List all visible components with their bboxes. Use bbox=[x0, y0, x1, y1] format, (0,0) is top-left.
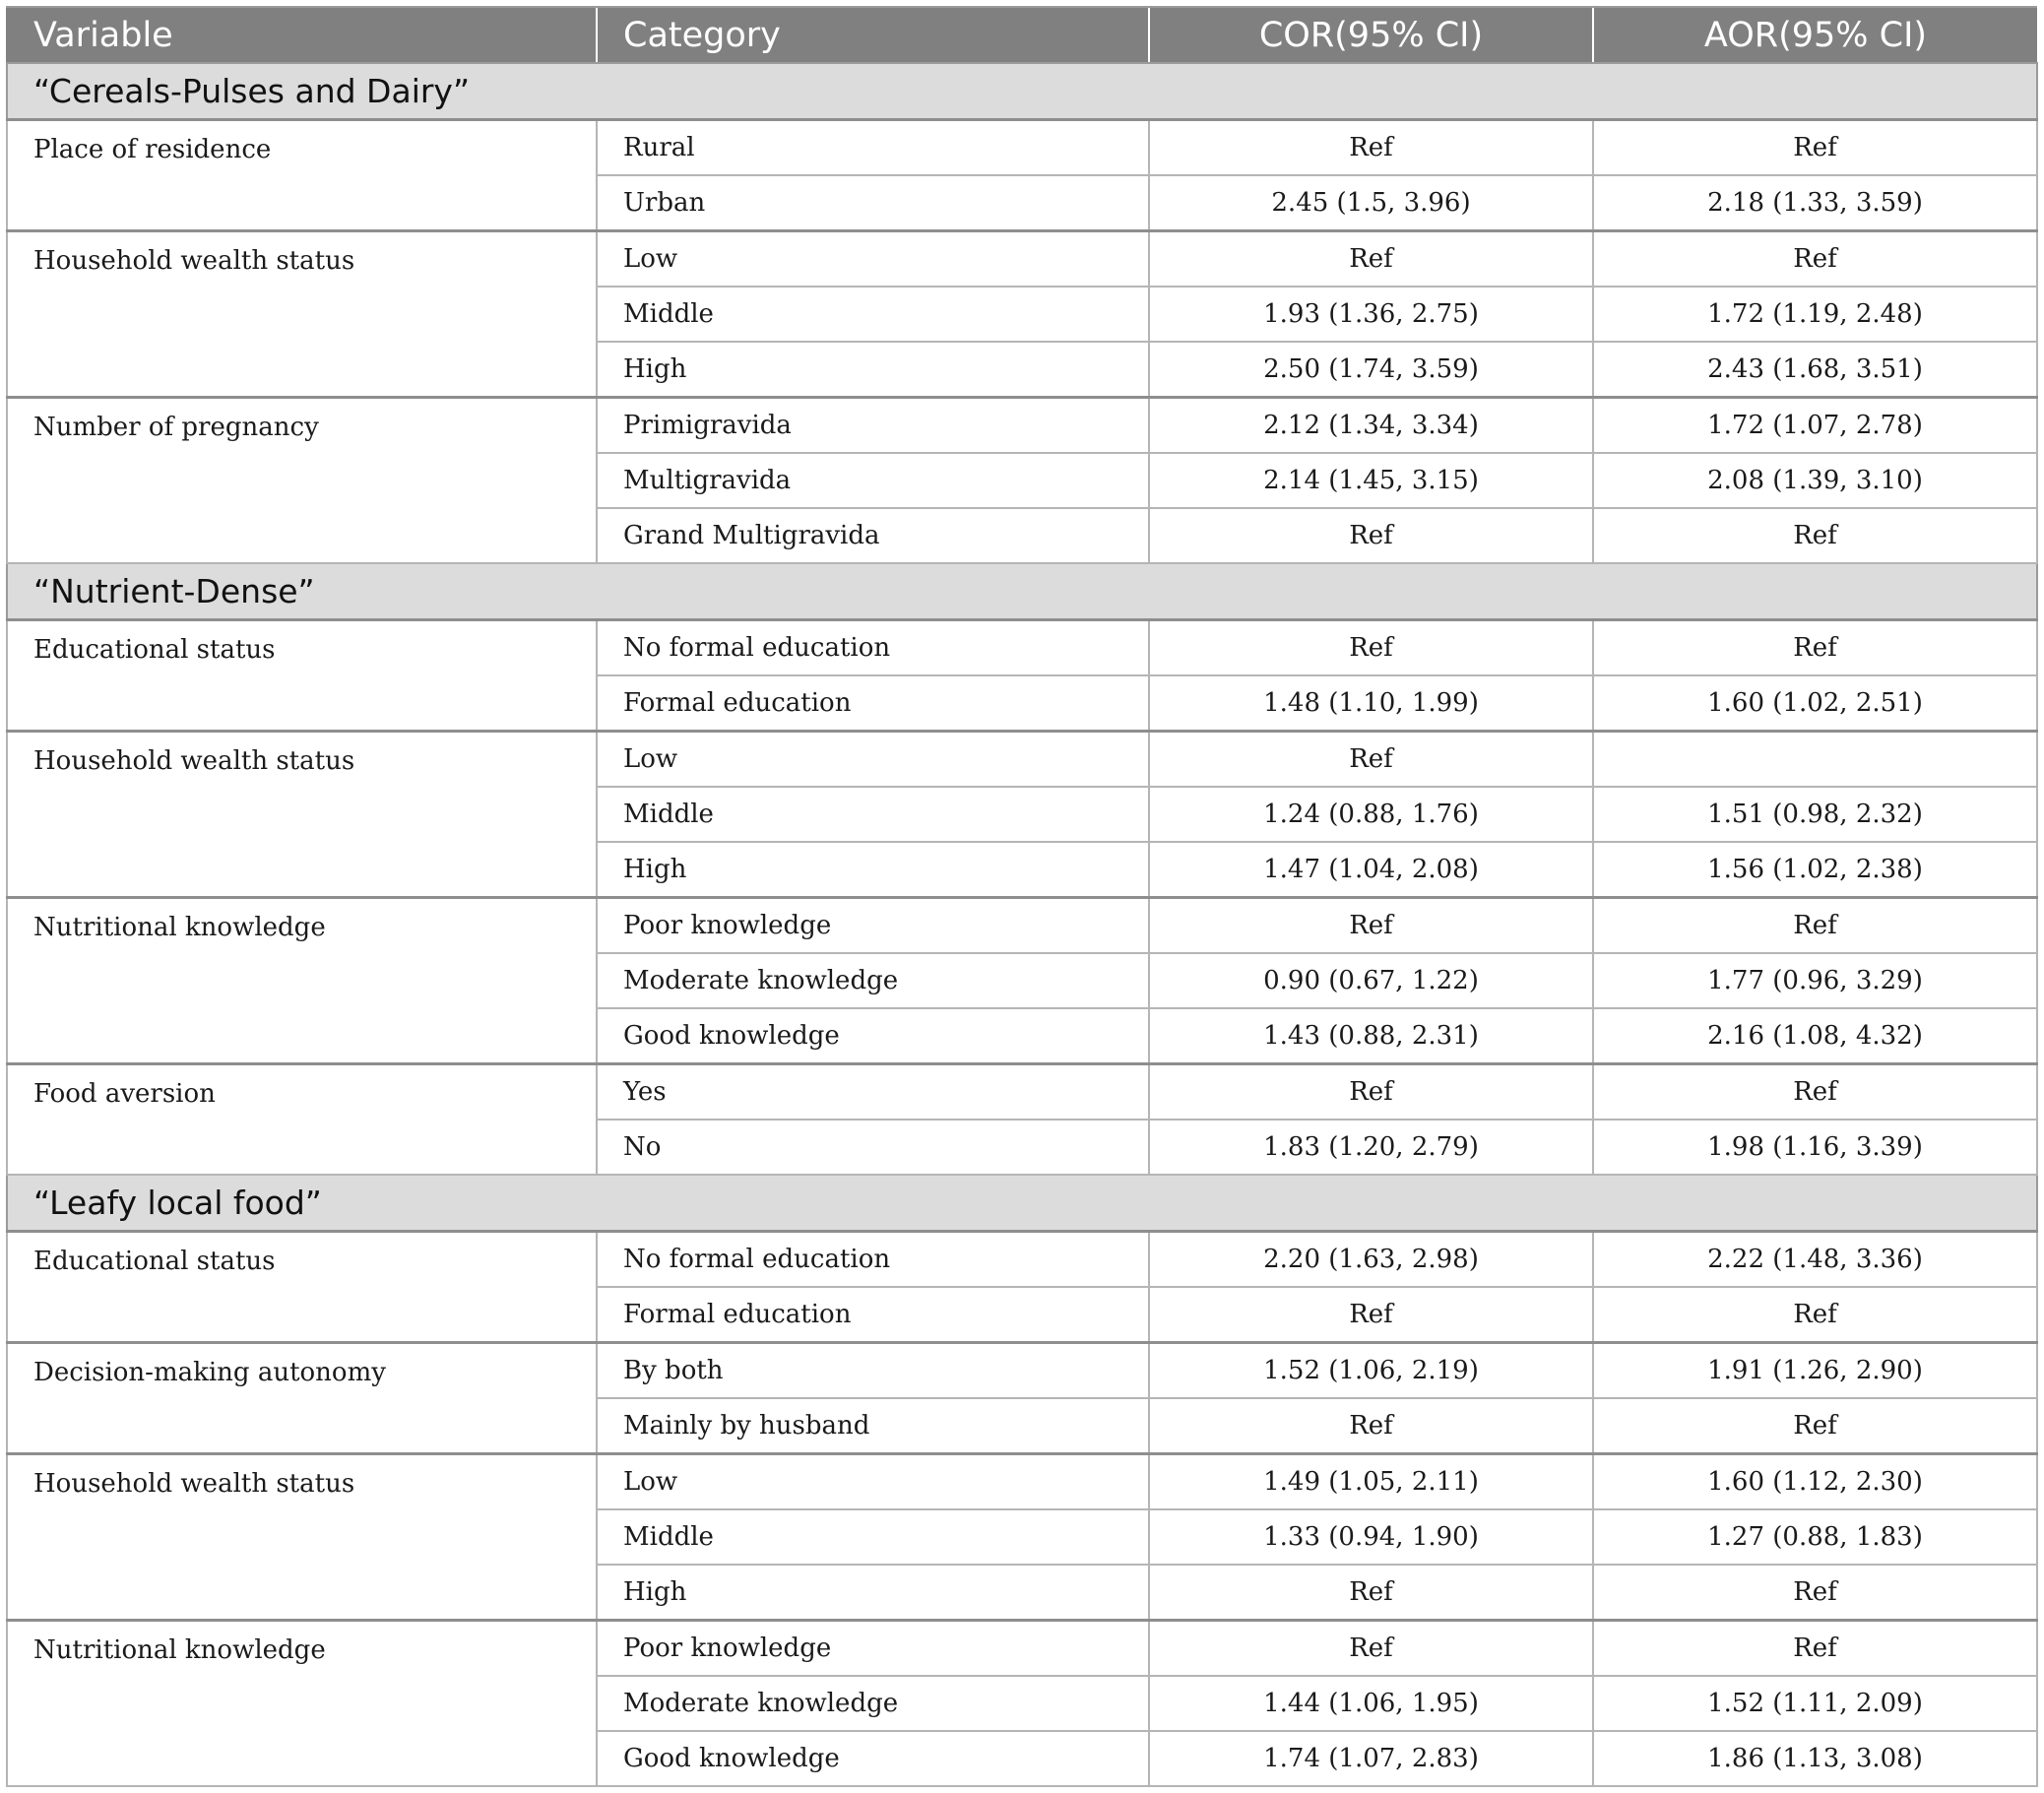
section-title: “Nutrient-Dense” bbox=[7, 563, 2037, 620]
aor-cell: 1.72 (1.07, 2.78) bbox=[1593, 398, 2037, 454]
aor-cell: Ref bbox=[1593, 1621, 2037, 1677]
section-row bbox=[7, 563, 2037, 620]
category-cell: No formal education bbox=[597, 620, 1149, 676]
category-cell: High bbox=[597, 1565, 1149, 1621]
aor-cell: 2.22 (1.48, 3.36) bbox=[1593, 1232, 2037, 1288]
variable-cell: Nutritional knowledge bbox=[7, 1621, 597, 1787]
cor-cell: 1.43 (0.88, 2.31) bbox=[1149, 1008, 1593, 1064]
table-row bbox=[7, 732, 2037, 788]
category-cell: Mainly by husband bbox=[597, 1398, 1149, 1454]
aor-cell: Ref bbox=[1593, 620, 2037, 676]
aor-cell: 2.16 (1.08, 4.32) bbox=[1593, 1008, 2037, 1064]
aor-cell: 1.77 (0.96, 3.29) bbox=[1593, 953, 2037, 1008]
category-cell: Multigravida bbox=[597, 453, 1149, 508]
header-cor: COR(95% CI) bbox=[1149, 7, 1593, 63]
header-category: Category bbox=[597, 7, 1149, 63]
variable-cell: Number of pregnancy bbox=[7, 398, 597, 564]
variable-cell: Household wealth status bbox=[7, 1454, 597, 1621]
variable-cell: Household wealth status bbox=[7, 732, 597, 898]
cor-cell: Ref bbox=[1149, 620, 1593, 676]
table-row bbox=[7, 1343, 2037, 1399]
variable-cell: Household wealth status bbox=[7, 231, 597, 398]
table-row bbox=[7, 398, 2037, 454]
cor-cell: 1.83 (1.20, 2.79) bbox=[1149, 1120, 1593, 1175]
variable-cell: Nutritional knowledge bbox=[7, 898, 597, 1064]
table-row bbox=[7, 1621, 2037, 1677]
category-cell: Low bbox=[597, 732, 1149, 788]
aor-cell: Ref bbox=[1593, 508, 2037, 563]
cor-cell: 0.90 (0.67, 1.22) bbox=[1149, 953, 1593, 1008]
category-cell: No bbox=[597, 1120, 1149, 1175]
category-cell: Poor knowledge bbox=[597, 898, 1149, 954]
section-row bbox=[7, 63, 2037, 120]
aor-cell: Ref bbox=[1593, 1064, 2037, 1121]
aor-cell: 1.56 (1.02, 2.38) bbox=[1593, 842, 2037, 898]
category-cell: Grand Multigravida bbox=[597, 508, 1149, 563]
aor-cell: Ref bbox=[1593, 898, 2037, 954]
variable-cell: Decision-making autonomy bbox=[7, 1343, 597, 1454]
cor-cell: 1.44 (1.06, 1.95) bbox=[1149, 1676, 1593, 1731]
category-cell: Formal education bbox=[597, 675, 1149, 732]
table-header bbox=[7, 7, 2037, 63]
category-cell: No formal education bbox=[597, 1232, 1149, 1288]
table-row bbox=[7, 1064, 2037, 1121]
variable-cell: Food aversion bbox=[7, 1064, 597, 1176]
aor-cell: 1.98 (1.16, 3.39) bbox=[1593, 1120, 2037, 1175]
category-cell: Formal education bbox=[597, 1287, 1149, 1343]
category-cell: By both bbox=[597, 1343, 1149, 1399]
category-cell: Good knowledge bbox=[597, 1731, 1149, 1786]
cor-cell: Ref bbox=[1149, 1064, 1593, 1121]
header-variable: Variable bbox=[7, 7, 597, 63]
cor-cell: Ref bbox=[1149, 1398, 1593, 1454]
results-table-container bbox=[6, 6, 2036, 1787]
category-cell: Middle bbox=[597, 1509, 1149, 1565]
cor-cell: 1.49 (1.05, 2.11) bbox=[1149, 1454, 1593, 1510]
cor-cell: 2.14 (1.45, 3.15) bbox=[1149, 453, 1593, 508]
cor-cell: 1.48 (1.10, 1.99) bbox=[1149, 675, 1593, 732]
aor-cell: 1.27 (0.88, 1.83) bbox=[1593, 1509, 2037, 1565]
category-cell: Good knowledge bbox=[597, 1008, 1149, 1064]
category-cell: Rural bbox=[597, 120, 1149, 176]
header-aor: AOR(95% CI) bbox=[1593, 7, 2037, 63]
category-cell: High bbox=[597, 842, 1149, 898]
aor-cell: Ref bbox=[1593, 1398, 2037, 1454]
variable-cell: Place of residence bbox=[7, 120, 597, 231]
section-title: “Leafy local food” bbox=[7, 1175, 2037, 1232]
table-row bbox=[7, 1232, 2037, 1288]
table-body bbox=[7, 63, 2037, 1786]
cor-cell: 1.93 (1.36, 2.75) bbox=[1149, 287, 1593, 342]
cor-cell: Ref bbox=[1149, 1621, 1593, 1677]
variable-cell: Educational status bbox=[7, 620, 597, 732]
aor-cell: 2.18 (1.33, 3.59) bbox=[1593, 175, 2037, 231]
table-row bbox=[7, 231, 2037, 288]
odds-ratio-table bbox=[6, 6, 2038, 1787]
category-cell: Urban bbox=[597, 175, 1149, 231]
aor-cell: Ref bbox=[1593, 231, 2037, 288]
aor-cell: 1.60 (1.02, 2.51) bbox=[1593, 675, 2037, 732]
cor-cell: Ref bbox=[1149, 898, 1593, 954]
table-row bbox=[7, 120, 2037, 176]
aor-cell: 2.08 (1.39, 3.10) bbox=[1593, 453, 2037, 508]
aor-cell: 1.72 (1.19, 2.48) bbox=[1593, 287, 2037, 342]
cor-cell: Ref bbox=[1149, 231, 1593, 288]
category-cell: Middle bbox=[597, 287, 1149, 342]
cor-cell: 2.20 (1.63, 2.98) bbox=[1149, 1232, 1593, 1288]
aor-cell: 1.60 (1.12, 2.30) bbox=[1593, 1454, 2037, 1510]
category-cell: Low bbox=[597, 231, 1149, 288]
variable-cell: Educational status bbox=[7, 1232, 597, 1343]
cor-cell: 1.24 (0.88, 1.76) bbox=[1149, 787, 1593, 842]
aor-cell: 1.51 (0.98, 2.32) bbox=[1593, 787, 2037, 842]
cor-cell: 1.33 (0.94, 1.90) bbox=[1149, 1509, 1593, 1565]
cor-cell: Ref bbox=[1149, 732, 1593, 788]
cor-cell: Ref bbox=[1149, 1287, 1593, 1343]
section-row bbox=[7, 1175, 2037, 1232]
table-row bbox=[7, 1454, 2037, 1510]
aor-cell: 1.52 (1.11, 2.09) bbox=[1593, 1676, 2037, 1731]
cor-cell: Ref bbox=[1149, 120, 1593, 176]
header-row bbox=[7, 7, 2037, 63]
category-cell: Yes bbox=[597, 1064, 1149, 1121]
aor-cell: Ref bbox=[1593, 120, 2037, 176]
cor-cell: 1.52 (1.06, 2.19) bbox=[1149, 1343, 1593, 1399]
cor-cell: 2.12 (1.34, 3.34) bbox=[1149, 398, 1593, 454]
cor-cell: 1.74 (1.07, 2.83) bbox=[1149, 1731, 1593, 1786]
cor-cell: Ref bbox=[1149, 1565, 1593, 1621]
category-cell: Middle bbox=[597, 787, 1149, 842]
table-row bbox=[7, 620, 2037, 676]
aor-cell: 2.43 (1.68, 3.51) bbox=[1593, 342, 2037, 398]
category-cell: Primigravida bbox=[597, 398, 1149, 454]
category-cell: Moderate knowledge bbox=[597, 1676, 1149, 1731]
cor-cell: 2.50 (1.74, 3.59) bbox=[1149, 342, 1593, 398]
category-cell: Moderate knowledge bbox=[597, 953, 1149, 1008]
cor-cell: Ref bbox=[1149, 508, 1593, 563]
aor-cell: 1.86 (1.13, 3.08) bbox=[1593, 1731, 2037, 1786]
aor-cell bbox=[1593, 732, 2037, 788]
cor-cell: 1.47 (1.04, 2.08) bbox=[1149, 842, 1593, 898]
category-cell: High bbox=[597, 342, 1149, 398]
cor-cell: 2.45 (1.5, 3.96) bbox=[1149, 175, 1593, 231]
aor-cell: 1.91 (1.26, 2.90) bbox=[1593, 1343, 2037, 1399]
table-row bbox=[7, 898, 2037, 954]
aor-cell: Ref bbox=[1593, 1565, 2037, 1621]
category-cell: Poor knowledge bbox=[597, 1621, 1149, 1677]
category-cell: Low bbox=[597, 1454, 1149, 1510]
section-title: “Cereals-Pulses and Dairy” bbox=[7, 63, 2037, 120]
aor-cell: Ref bbox=[1593, 1287, 2037, 1343]
